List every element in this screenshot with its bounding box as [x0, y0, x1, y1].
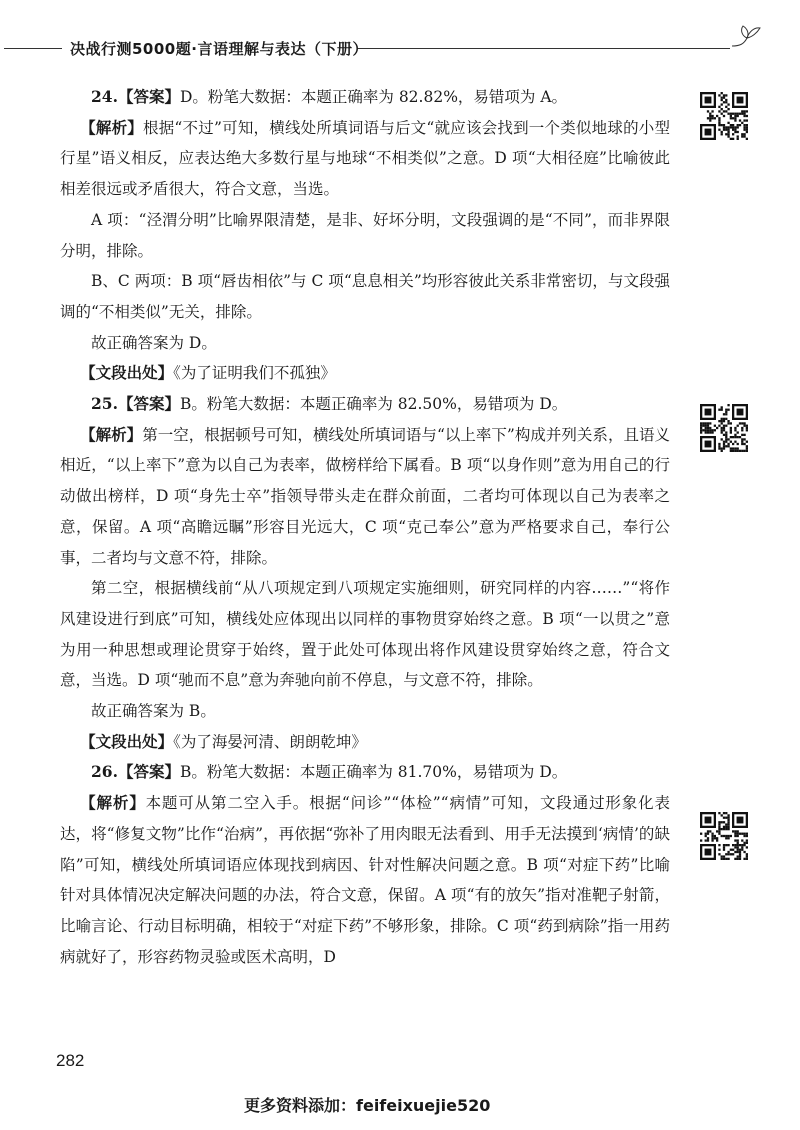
answer-explanations — [60, 82, 670, 972]
paragraph-text: B、C 两项：B 项“唇齿相依”与 C 项“息息相关”均形容彼此关系非常密切，与文段强调的“不相类似”无关，排除。 — [60, 272, 670, 321]
footer-note: 更多资料添加：feifeixuejie520 — [244, 1096, 491, 1115]
paragraph — [60, 573, 670, 696]
paragraph-text: B。粉笔大数据：本题正确率为 82.50%，易错项为 D。 — [179, 395, 568, 414]
paragraph-text: A 项：“泾渭分明”比喻界限清楚，是非、好坏分明，文段强调的是“不同”，而非界限分明，排除。 — [60, 210, 670, 260]
paragraph-text: 本题可从第二空入手。根据“问诊”“体检”“病情”可知，文段通过形象化表达，将“修复文物”比作“治病”，再依据“弥补了用肉眼无法看到、用手无法摸到‘病情’的缺陷”可知，横线处所填词语应体现找到病因、针对性解决问题之意。B 项“对症下药”比喻针对具体情况决定解决问题的办法，符合文意，保留。A 项“有的放矢”指对准靶子射箭，比喻言论、行动目标明确，相较于“对症下药”不够形象，排除。C 项“药到病除”指一用药病就好了，形容药物灵验或医术高明，D — [60, 794, 670, 966]
paragraph-text: 《为了证明我们不孤独》 — [173, 364, 336, 383]
paragraph-text: 第二空，根据横线前“从八项规定到八项规定实施细则，研究同样的内容……”“将作风建设进行到底”可知，横线处应体现出以同样的事物贯穿始终之意。B 项“一以贯之”意为用一种思想或理论贯穿于始终，置于此处可体现出将作风建设贯穿始终之意，符合文意，当选。D 项“驰而不息”意为奔驰向前不停息，与文意不符，排除。 — [60, 579, 670, 690]
paragraph-lead: 25.【答案】 — [91, 394, 180, 414]
paragraph-text: 《为了海晏河清、朗朗乾坤》 — [173, 732, 367, 751]
qr-code-icon[interactable] — [700, 812, 748, 860]
paragraph — [60, 205, 670, 266]
paragraph-lead: 24.【答案】 — [91, 87, 180, 106]
paragraph-text: B。粉笔大数据：本题正确率为 81.70%，易错项为 D。 — [179, 763, 568, 782]
paragraph — [60, 113, 670, 205]
paragraph-lead: 【文段出处】 — [80, 731, 174, 751]
header-rule-left — [4, 48, 62, 49]
paragraph — [60, 696, 670, 727]
paragraph-text: 第一空，根据顿号可知，横线处所填词语与“以上率下”构成并列关系，且语义相近，“以上率下”意为以自己为表率，做榜样给下属看。B 项“以身作则”意为用自己的行动做出榜样，D 项“身先士卒”指领导带头走在群众前面，二者均可体现以自己为表率之意，保留。A 项“高瞻远瞩”形容目光远大，C 项“克己奉公”意为严格要求自己，奉行公事，二者均与文意不符，排除。 — [60, 425, 670, 567]
paragraph — [60, 266, 670, 327]
paragraph-lead: 【解析】 — [80, 424, 143, 444]
paragraph-lead: 【文段出处】 — [80, 363, 174, 383]
qr-code-icon[interactable] — [700, 92, 748, 140]
qr-code-icon[interactable] — [700, 404, 748, 452]
paragraph — [60, 82, 670, 113]
paragraph-text: D。粉笔大数据：本题正确率为 82.82%，易错项为 A。 — [179, 88, 568, 106]
paragraph — [60, 757, 670, 788]
page-number: 282 — [56, 1051, 85, 1070]
paragraph — [60, 420, 670, 574]
paragraph-text: 故正确答案为 D。 — [91, 333, 217, 352]
paragraph — [60, 727, 670, 758]
paragraph — [60, 788, 670, 972]
running-header — [0, 36, 800, 60]
header-title: 决战行测5000题·言语理解与表达（下册） — [70, 40, 368, 58]
paragraph-text: 根据“不过”可知，横线处所填词语与后文“就应该会找到一个类似地球的小型行星”语义相反，应表达绝大多数行星与地球“不相类似”之意。D 项“大相径庭”比喻彼此相差很远或矛盾很大，符合文意，当选。 — [60, 118, 670, 199]
header-rule-right — [358, 48, 730, 49]
paragraph-lead: 【解析】 — [80, 793, 146, 813]
paragraph — [60, 358, 670, 389]
paragraph-lead: 【解析】 — [80, 117, 143, 137]
leaf-icon — [730, 24, 764, 50]
paragraph — [60, 328, 670, 359]
paragraph — [60, 389, 670, 420]
paragraph-lead: 26.【答案】 — [91, 762, 180, 782]
paragraph-text: 故正确答案为 B。 — [91, 702, 216, 721]
